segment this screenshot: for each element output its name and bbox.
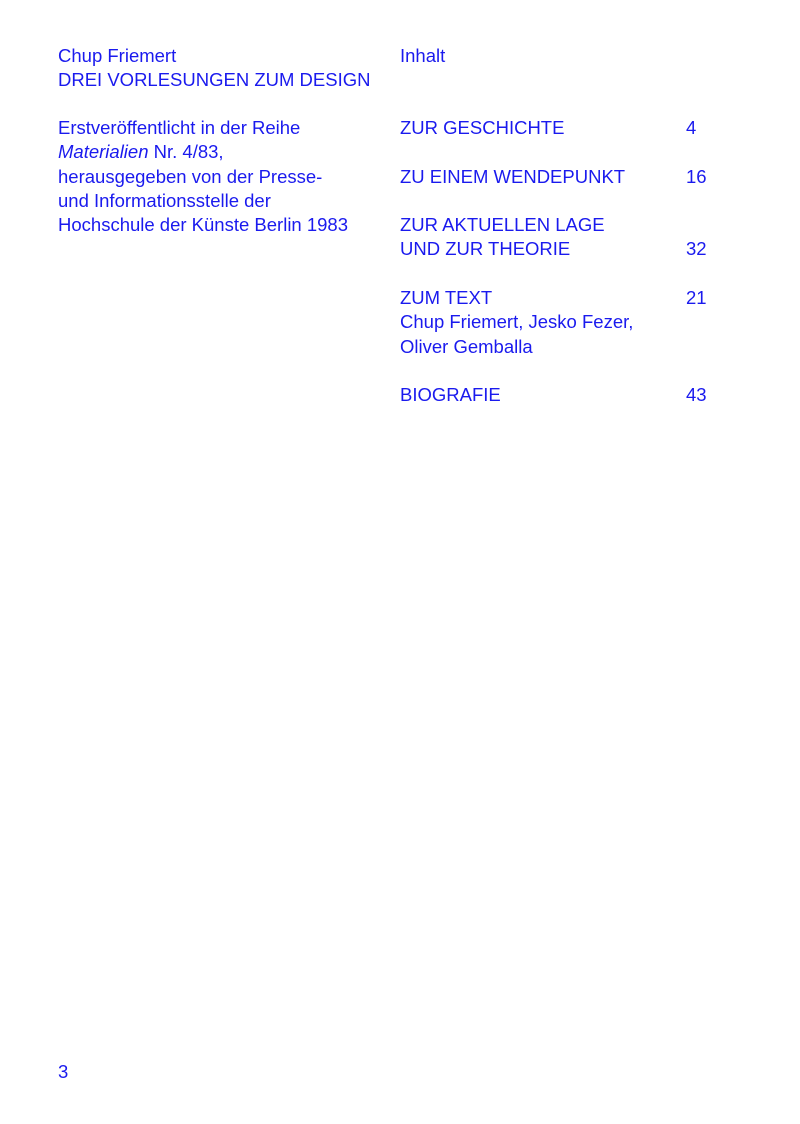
toc-entry-zur-geschichte[interactable]	[400, 116, 720, 140]
imprint-line-4: und Informationsstelle der	[58, 189, 271, 211]
toc-entry-biografie[interactable]	[400, 383, 720, 407]
toc-entry-zum-text[interactable]	[400, 286, 720, 359]
imprint-line-1: Erstveröffentlicht in der Reihe	[58, 117, 301, 138]
imprint-line-5: Hochschule der Künste Berlin 1983	[58, 214, 349, 236]
folio: 3	[58, 1061, 69, 1082]
toc-page-number: 43	[686, 384, 707, 405]
toc-subtitle-line-1: Chup Friemert, Jesko Fezer,	[400, 311, 634, 333]
contents-heading	[400, 44, 445, 68]
toc-title: ZUR AKTUELLEN LAGE	[400, 214, 605, 235]
series-number: Nr. 4/83,	[148, 141, 224, 163]
toc-page-number: 32	[686, 238, 707, 260]
author-name: Chup Friemert	[58, 45, 177, 66]
contents-label: Inhalt	[400, 45, 446, 66]
toc-page-number: 16	[686, 166, 707, 187]
book-title: DREI VORLESUNGEN ZUM DESIGN	[58, 69, 371, 91]
toc-subtitle-line-2: Oliver Gemballa	[400, 335, 533, 357]
imprint-line-2	[58, 140, 348, 164]
toc-title: ZUM TEXT	[400, 287, 493, 308]
series-name: Materialien	[58, 141, 149, 163]
toc-entry-zur-aktuellen-lage[interactable]	[400, 213, 720, 262]
imprint-note	[58, 116, 348, 237]
toc-title: ZUR GESCHICHTE	[400, 117, 565, 138]
toc-page-number: 21	[686, 287, 707, 308]
book-header	[58, 44, 371, 93]
toc-entry-zu-einem-wendepunkt[interactable]	[400, 165, 720, 189]
page-number	[58, 1060, 68, 1084]
toc-title: ZU EINEM WENDEPUNKT	[400, 166, 626, 187]
imprint-line-3: herausgegeben von der Presse-	[58, 165, 323, 187]
toc-title-continued: UND ZUR THEORIE	[400, 238, 571, 260]
toc-page-number: 4	[686, 117, 697, 138]
toc-title: BIOGRAFIE	[400, 384, 501, 405]
